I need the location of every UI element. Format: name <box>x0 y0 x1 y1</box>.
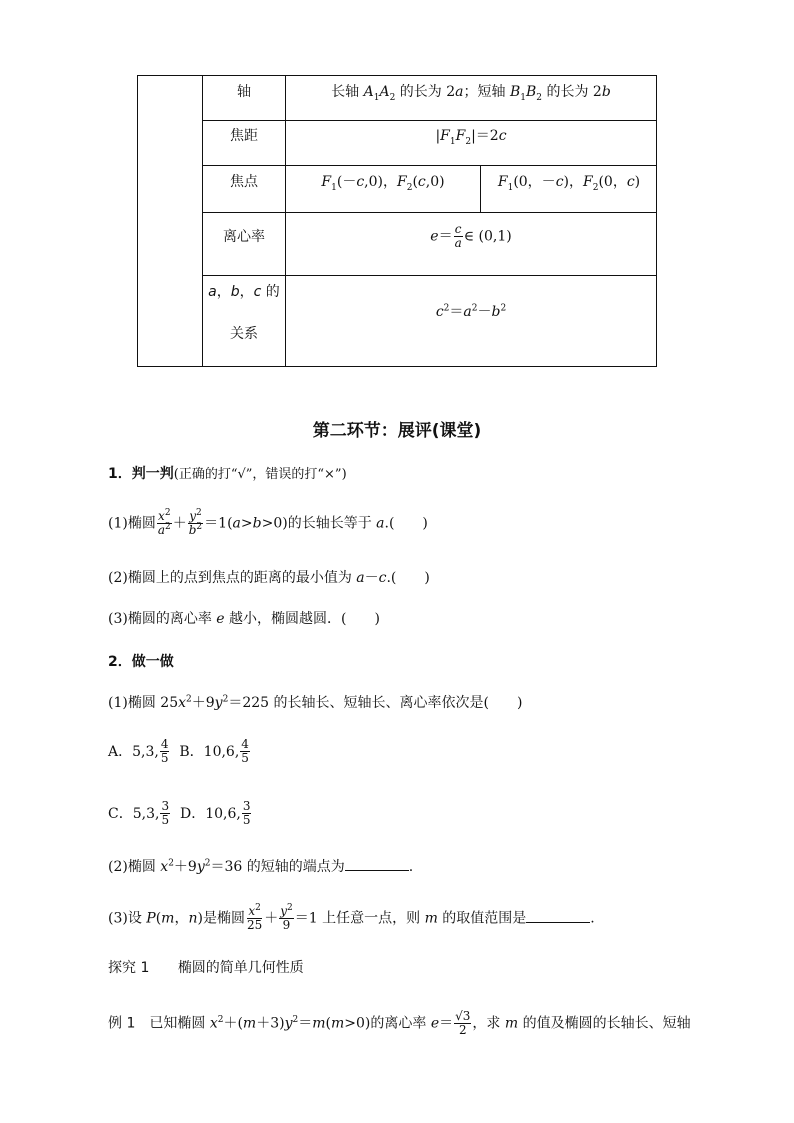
table-row-label <box>203 278 285 304</box>
option-c[interactable]: C．5,3, $\frac{3}{5}$ <box>108 799 170 827</box>
q1-heading <box>108 464 347 485</box>
q2-item-2: (2)椭圆 $x^2+9y^2=36$ 的短轴的端点为 . <box>108 856 413 877</box>
q2-item-1: (1)椭圆 $25x^2+9y^2=225$ 的长轴长、短轴长、离心率依次是( ) <box>108 694 523 711</box>
table-row-label: 关系 <box>230 326 258 342</box>
q1-item-3: (3)椭圆的离心率 e 越小，椭圆越圆．( ) <box>108 611 380 627</box>
table-cell <box>286 296 656 326</box>
table-cell <box>286 121 656 149</box>
explore-heading <box>108 958 304 978</box>
q2-heading: 2．做一做 <box>108 654 174 670</box>
q2-options-row-1 <box>108 738 251 765</box>
explore-label: 探究 1 <box>108 960 150 976</box>
focal-distance-text: $|F_1F_2|=2c$ <box>435 128 507 147</box>
table-cell <box>286 166 480 196</box>
option-d[interactable]: D．10,6, $\frac{3}{5}$ <box>179 799 251 827</box>
foci-y-text: $F_1(0$，－c)，$F_2(0$，c) <box>497 174 641 193</box>
axis-text: 长轴 $A_1A_2$ 的长为 2a；短轴 $B_1B_2$ 的长为 2b <box>331 84 611 103</box>
option-a[interactable]: A．5,3, $\frac{4}{5}$ <box>108 737 169 765</box>
table-row-label: 焦点 <box>230 174 258 190</box>
table-cell <box>481 166 657 196</box>
table-row-label: 轴 <box>237 84 251 100</box>
table-divider <box>202 275 657 276</box>
q1-heading-note: (正确的打“√”，错误的打“×”) <box>173 467 347 482</box>
q1-item-1: (1)椭圆 $\frac{x^2}{a^2}$ ＋ $\frac{y^2}{b^2}$ ＝1(a>b>0)的长轴长等于 a.( ) <box>108 508 428 537</box>
q1-item-2: (2)椭圆上的点到焦点的距离的最小值为 a－c.( ) <box>108 570 430 586</box>
explore-title: 椭圆的简单几何性质 <box>177 960 304 976</box>
table-cell <box>286 213 656 259</box>
q1-heading-text: 1．判一判 <box>108 466 174 482</box>
answer-blank[interactable] <box>345 856 409 871</box>
q2-item-3: (3)设 P(m，n)是椭圆 $\frac{x^2}{25}$ ＋ $\frac{y^2}{9}$ ＝1 上任意一点，则 m 的取值范围是 . <box>108 903 595 932</box>
relation-label: a，b，c 的 <box>208 284 280 300</box>
section-title: 第二环节：展评(课堂) <box>312 421 482 441</box>
table-row-label: 离心率 <box>223 229 265 245</box>
option-b[interactable]: B．10,6, $\frac{4}{5}$ <box>179 737 249 765</box>
eccentricity-text: e＝ $\frac{c}{a}$ ∈ (0,1) <box>430 221 512 250</box>
foci-x-text: $F_1(-c,0)$，$F_2(c,0)$ <box>321 174 445 193</box>
table-cell <box>286 76 656 106</box>
answer-blank[interactable] <box>526 908 590 923</box>
relation-text: $c^2=a^2-b^2$ <box>435 303 507 320</box>
q2-options-row-2 <box>108 800 252 827</box>
table-row-label: 焦距 <box>230 128 258 144</box>
example-1: 例 1 已知椭圆 $x^2+(m+3)y^2=m(m>0)$的离心率 e＝ $\frac{√3}{2}$ ，求 m 的值及椭圆的长轴长、短轴 <box>108 1009 691 1037</box>
